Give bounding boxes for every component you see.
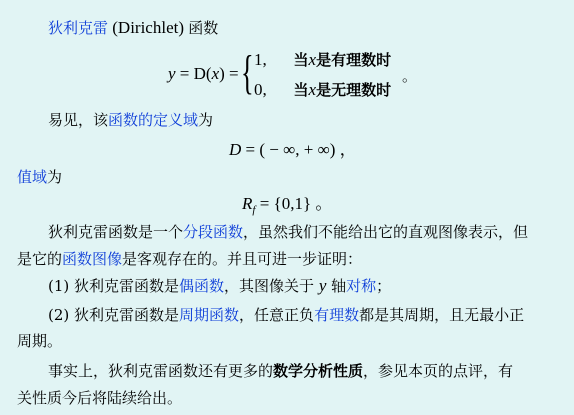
title-latin: (Dirichlet) — [108, 18, 189, 37]
item2-line2: 周期。 — [17, 332, 63, 350]
case2-text-b: 是无理数时 — [316, 81, 392, 99]
left-brace: { — [241, 46, 254, 99]
case-2 — [254, 80, 391, 100]
function-graph-link[interactable]: 函数图像 — [62, 250, 123, 268]
definition-lhs — [168, 64, 239, 84]
domain-letter: D — [229, 140, 242, 159]
domain-link[interactable]: 函数的定义域 — [108, 111, 199, 129]
para2-line1 — [48, 361, 513, 381]
dirichlet-link[interactable]: 狄利克雷 — [48, 19, 109, 37]
item1-c: 轴 — [326, 277, 347, 295]
lhs-y: y — [168, 64, 176, 83]
para1-l1b: ，虽然我们不能给出它的直观图像表示，但 — [243, 223, 529, 241]
even-function-link[interactable]: 偶函数 — [179, 277, 225, 295]
item1-var: y — [318, 276, 327, 295]
range-sentence — [17, 167, 62, 187]
title-line — [48, 18, 218, 38]
periodic-function-link[interactable]: 周期函数 — [179, 306, 240, 324]
para2-l1b: ，参见本页的点评，有 — [363, 362, 514, 380]
para1-line2 — [17, 249, 362, 269]
item2-c: 都是其周期，且无最小正 — [359, 306, 525, 324]
case2-var: x — [308, 80, 317, 99]
para1-l2a: 是它的 — [17, 250, 63, 268]
item1-d: ； — [376, 277, 392, 295]
item1-b: ，其图像关于 — [224, 277, 319, 295]
rational-number-link[interactable]: 有理数 — [314, 306, 360, 324]
math-analysis-properties: 数学分析性质 — [273, 362, 364, 380]
item2-line1 — [48, 305, 524, 325]
case2-text-a: 当 — [293, 81, 309, 99]
case1-value: 1, — [254, 50, 267, 69]
para1-line1 — [48, 222, 528, 242]
range-formula — [242, 194, 332, 220]
piecewise-function-link[interactable]: 分段函数 — [183, 223, 244, 241]
range-rest: = {0,1} 。 — [255, 194, 333, 213]
case1-text-a: 当 — [293, 51, 309, 69]
para1-l1a: 狄利克雷函数是一个 — [48, 223, 184, 241]
para2-line2: 关性质今后将陆续给出。 — [17, 389, 183, 407]
range-letter: R — [242, 194, 253, 213]
domain-sentence — [48, 110, 213, 130]
definition-end-mark: 。 — [402, 67, 418, 85]
range-link[interactable]: 值域 — [17, 168, 48, 186]
para2-l1a: 事实上，狄利克雷函数还有更多的 — [48, 362, 274, 380]
title-suffix: 函数 — [188, 19, 219, 37]
lhs-x: x — [211, 64, 220, 83]
range-suffix: 为 — [47, 168, 63, 186]
domain-prefix: 易见，该 — [48, 111, 109, 129]
domain-rest: = ( − ∞, + ∞) ， — [241, 140, 357, 159]
lhs-close: ) = — [219, 64, 239, 83]
item2-b: ，任意正负 — [239, 306, 315, 324]
domain-formula — [229, 140, 357, 160]
case2-value: 0, — [254, 80, 267, 99]
item1-line — [48, 276, 391, 296]
range-sub: f — [252, 204, 256, 216]
case-1 — [254, 50, 391, 70]
item1-a: (1) 狄利克雷函数是 — [48, 277, 180, 295]
para1-l2b: 是客观存在的。并且可进一步证明： — [122, 250, 363, 268]
case1-text-b: 是有理数时 — [316, 51, 392, 69]
case1-var: x — [308, 50, 317, 69]
symmetry-link[interactable]: 对称 — [346, 277, 377, 295]
item2-a: (2) 狄利克雷函数是 — [48, 306, 180, 324]
domain-suffix: 为 — [198, 111, 214, 129]
lhs-d: = D( — [175, 64, 212, 83]
